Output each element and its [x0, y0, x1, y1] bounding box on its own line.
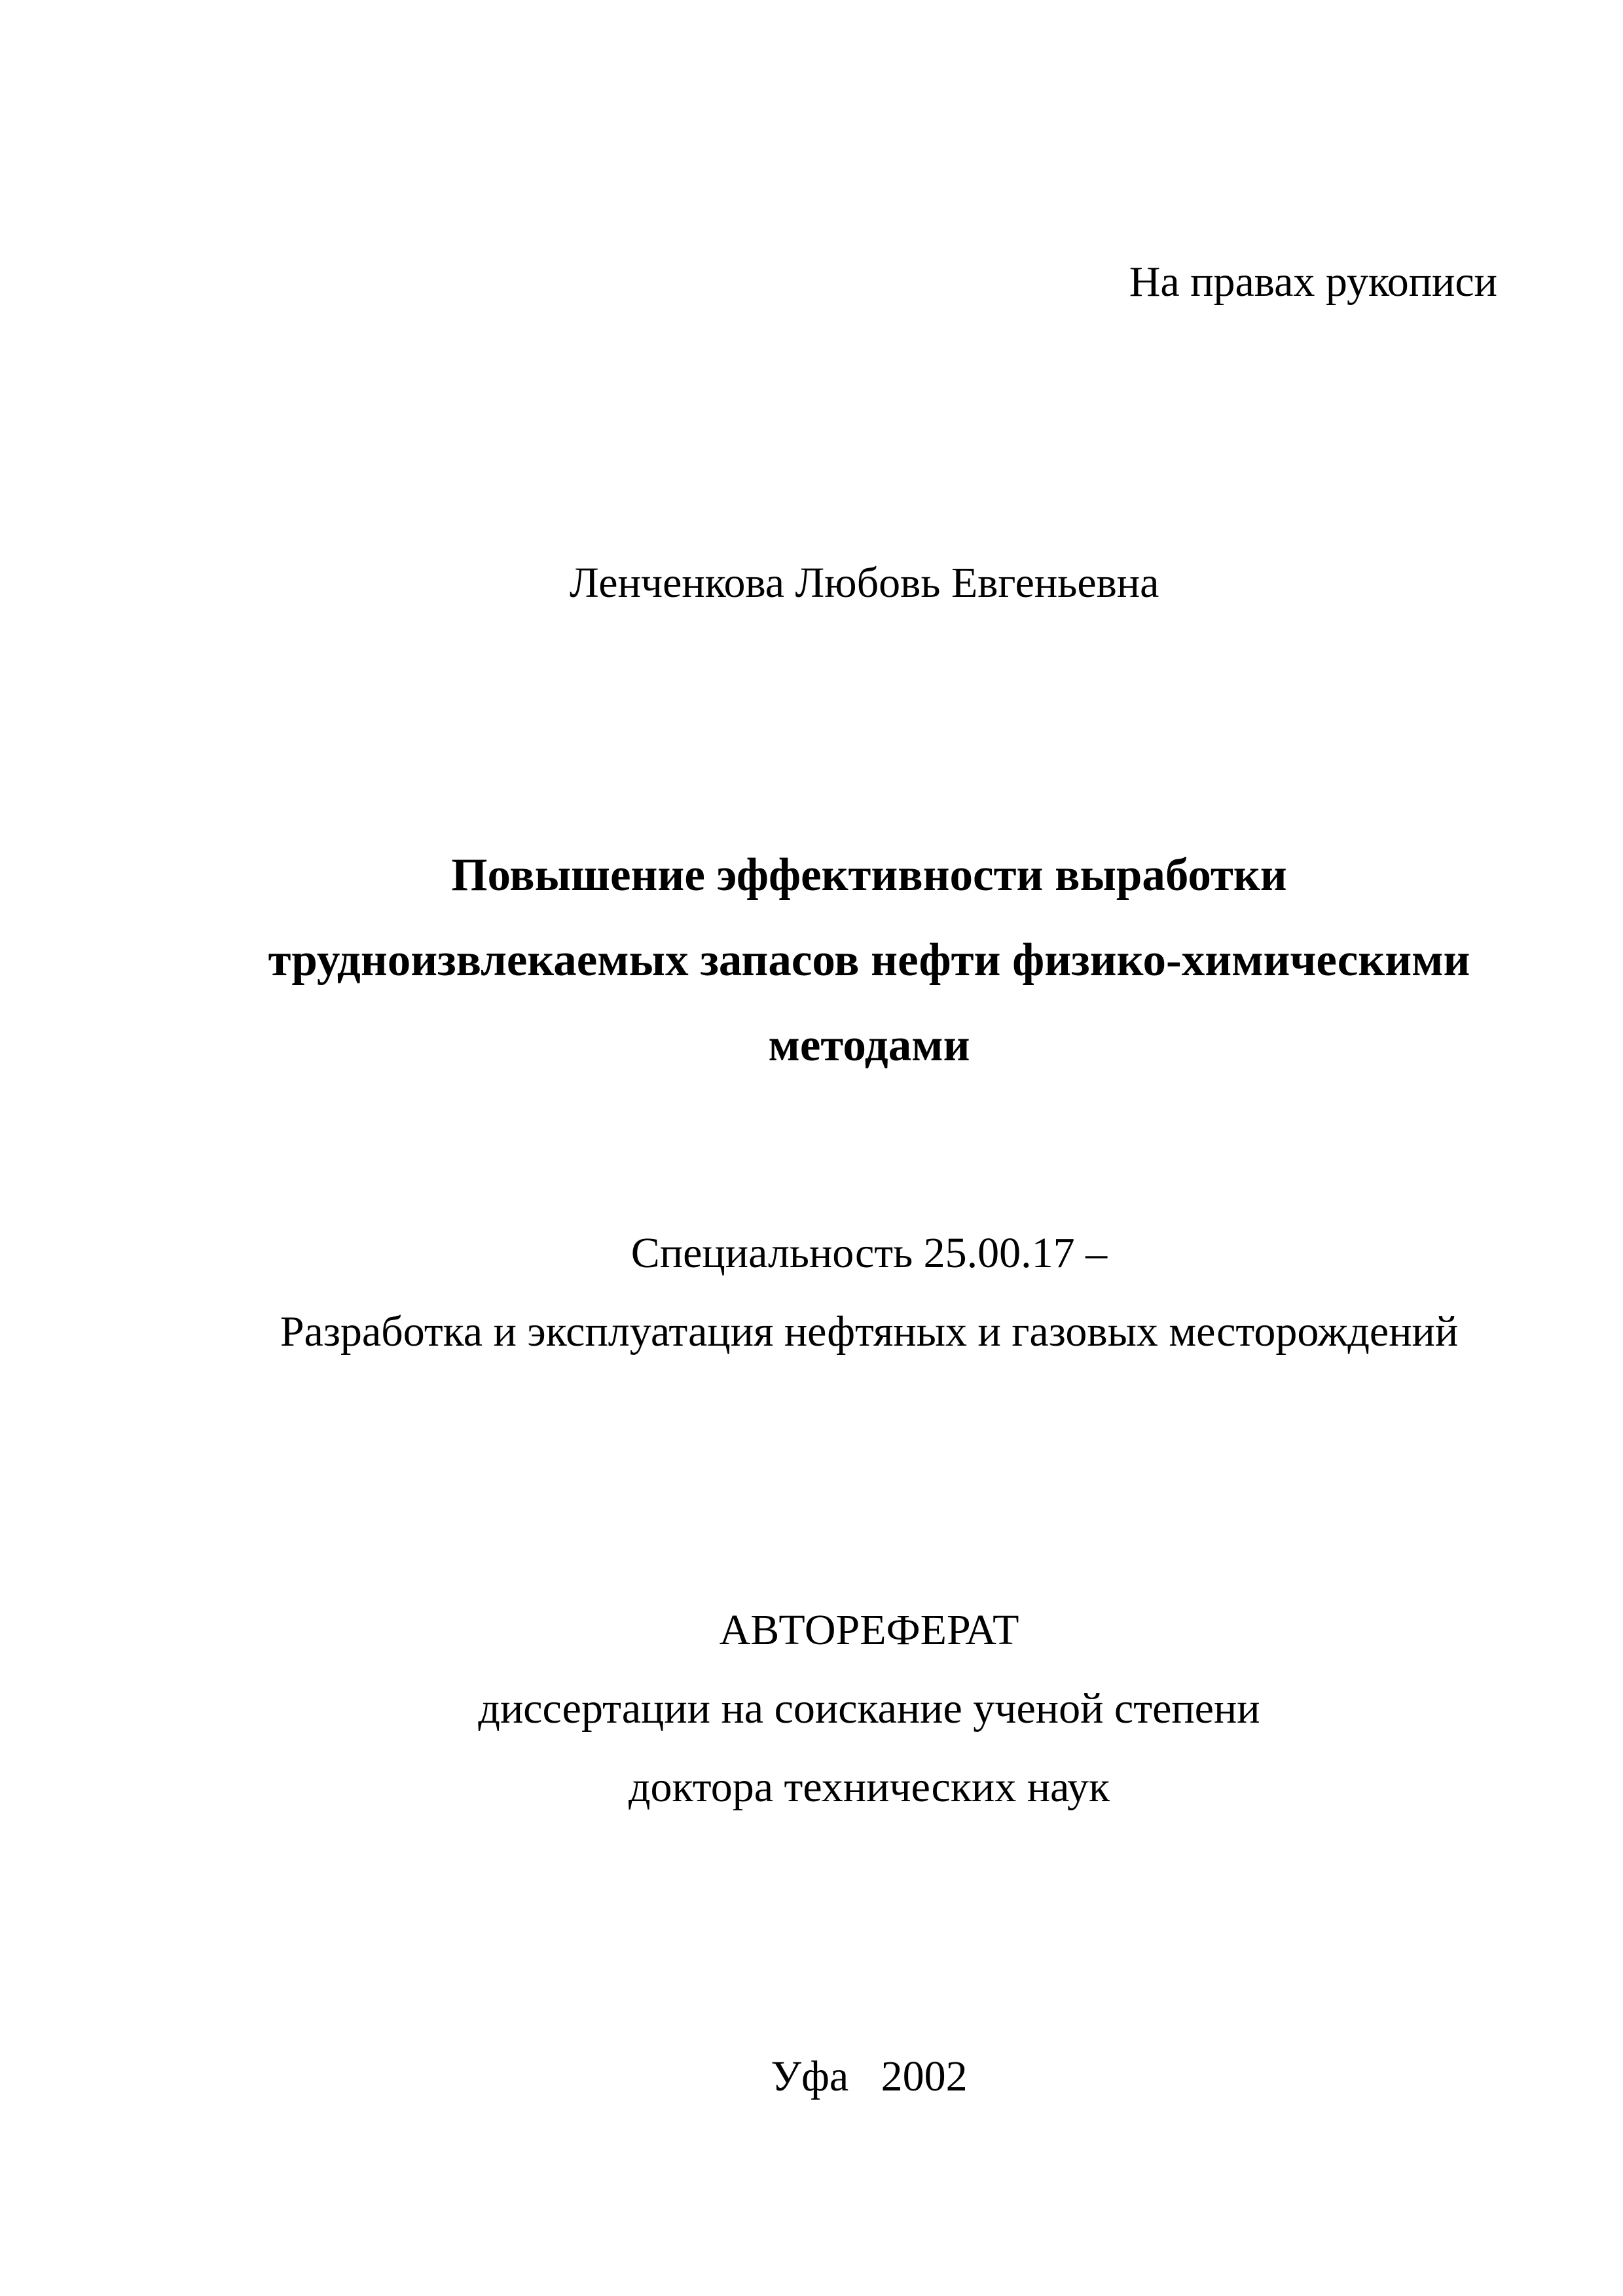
manuscript-note: На правах рукописи [1129, 258, 1497, 306]
title-line-3: методами [768, 1020, 970, 1071]
specialty-code: Специальность 25.00.17 – [630, 1229, 1108, 1277]
abstract-degree-line: диссертации на соискание ученой степени [478, 1685, 1260, 1732]
title-line-2: трудноизвлекаемых запасов нефти физико-химическими [268, 935, 1470, 986]
abstract-label: АВТОРЕФЕРАТ [719, 1606, 1019, 1654]
city-year: Уфа 2002 [771, 2053, 968, 2100]
author-name: Ленченкова Любовь Евгеньевна [570, 559, 1159, 607]
abstract-science-line: доктора технических наук [628, 1763, 1110, 1811]
specialty-name: Разработка и эксплуатация нефтяных и газовых месторождений [280, 1308, 1459, 1355]
title-line-1: Повышение эффективности выработки [451, 850, 1287, 901]
